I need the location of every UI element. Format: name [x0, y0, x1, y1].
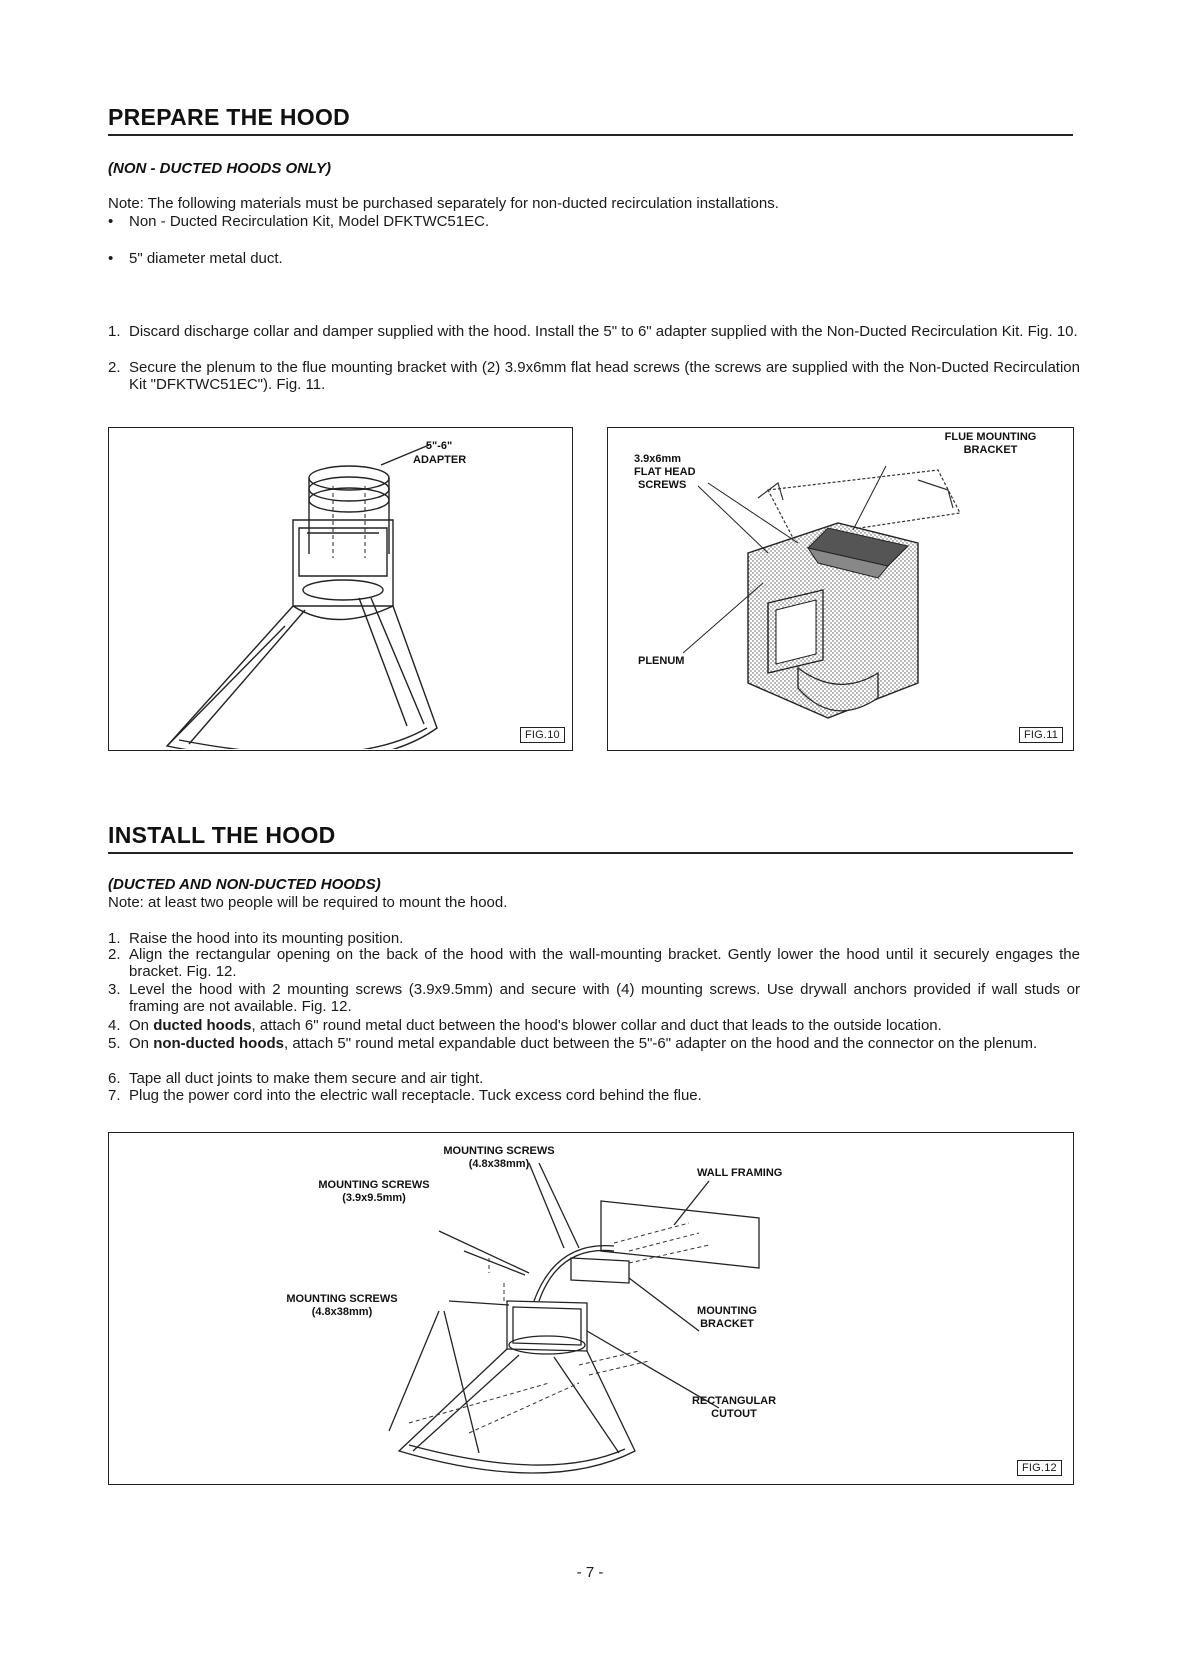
bullet-item: • Non - Ducted Recirculation Kit, Model DFKTWC51EC.	[108, 213, 490, 230]
install-step: 2. Align the rectangular opening on the back of the hood with the wall-mounting bracket. Gently lower the hood until it securely engages the bracket. Fig. 12.	[108, 946, 1080, 980]
label-mounting-screws-top: MOUNTING SCREWS (4.8x38mm)	[443, 1145, 555, 1170]
figure-12	[108, 1132, 1074, 1485]
install-note: Note: at least two people will be required to mount the hood.	[108, 894, 508, 911]
label-adapter: ADAPTER	[413, 454, 467, 466]
figure-11	[607, 427, 1074, 751]
page-number: - 7 -	[576, 1564, 604, 1581]
hood-mounting-illustration	[109, 1133, 1072, 1483]
label-rectangular-cutout: RECTANGULAR CUTOUT	[691, 1395, 777, 1420]
install-step: 3. Level the hood with 2 mounting screws (3.9x9.5mm) and secure with (4) mounting screws. Use drywall anchors provided if wall studs or framing are not available. Fig. 12.	[108, 981, 1080, 1015]
figure-12-tag: FIG.12	[1017, 1460, 1062, 1476]
install-step: 5. On non-ducted hoods, attach 5" round metal expandable duct between the 5"-6" adapter on the hood and the connector on the plenum.	[108, 1035, 1038, 1052]
install-title: INSTALL THE HOOD	[108, 822, 336, 848]
install-title-rule	[108, 852, 1073, 854]
install-step: 6. Tape all duct joints to make them secure and air tight.	[108, 1070, 484, 1087]
label-plenum: PLENUM	[638, 655, 685, 667]
prepare-title-rule	[108, 134, 1073, 136]
bullet-item: • 5" diameter metal duct.	[108, 250, 283, 267]
label-mounting-bracket: MOUNTING BRACKET	[697, 1305, 757, 1330]
prepare-subtitle: (NON - DUCTED HOODS ONLY)	[108, 160, 332, 177]
prepare-title: PREPARE THE HOOD	[108, 104, 351, 130]
figure-11-tag: FIG.11	[1019, 727, 1063, 743]
prepare-step: 2. Secure the plenum to the flue mounting bracket with (2) 3.9x6mm flat head screws (the screws are supplied with the Non-Ducted Recirculation Kit "DFKTWC51EC"). Fig. 11.	[108, 359, 1080, 393]
install-step: 1. Raise the hood into its mounting position.	[108, 930, 404, 947]
label-mounting-screws-left-b: MOUNTING SCREWS (4.8x38mm)	[286, 1293, 398, 1318]
hood-adapter-illustration	[109, 428, 571, 749]
install-subtitle: (DUCTED AND NON-DUCTED HOODS)	[108, 876, 381, 893]
label-flue-mounting-bracket: FLUE MOUNTING BRACKET	[944, 431, 1037, 456]
label-wall-framing: WALL FRAMING	[697, 1167, 783, 1179]
figure-10-tag: FIG.10	[520, 727, 565, 743]
prepare-note: Note: The following materials must be purchased separately for non-ducted recirculation installations.	[108, 195, 779, 212]
install-step: 4. On ducted hoods, attach 6" round metal duct between the hood's blower collar and duct that leads to the outside location.	[108, 1017, 942, 1034]
label-flat-head-screws: 3.9x6mm FLAT HEAD SCREWS	[634, 453, 696, 491]
label-mounting-screws-left-a: MOUNTING SCREWS (3.9x9.5mm)	[318, 1179, 430, 1204]
label-size: 5"-6"	[425, 440, 453, 452]
figure-10	[108, 427, 573, 751]
install-step: 7. Plug the power cord into the electric wall receptacle. Tuck excess cord behind the flue.	[108, 1087, 702, 1104]
prepare-step: 1. Discard discharge collar and damper supplied with the hood. Install the 5" to 6" adapter supplied with the Non-Ducted Recirculation Kit. Fig. 10.	[108, 323, 1078, 340]
